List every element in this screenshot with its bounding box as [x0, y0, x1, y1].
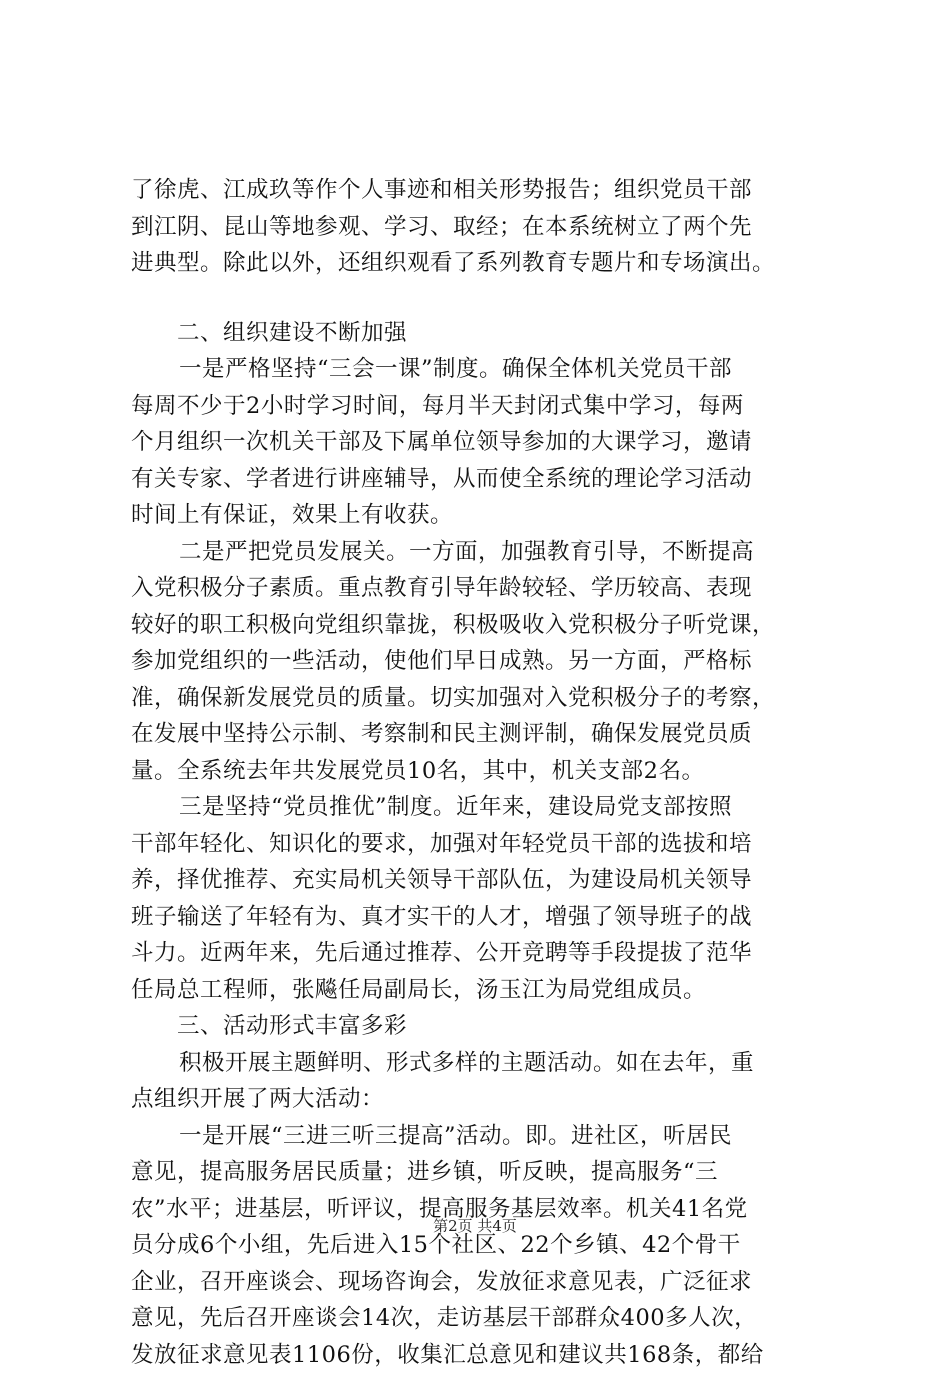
paragraph-start: 积极开展主题鲜明、形式多样的主题活动。如在去年，重	[131, 1045, 831, 1082]
text-line: 有关专家、学者进行讲座辅导，从而使全系统的理论学习活动	[131, 461, 831, 498]
paragraph-start: 一是开展“三进三听三提高”活动。即。进社区，听居民	[131, 1118, 831, 1155]
paragraph-start: 一是严格坚持“三会一课”制度。确保全体机关党员干部	[131, 351, 831, 388]
text-line: 点组织开展了两大活动：	[131, 1081, 831, 1118]
text-line: 干部年轻化、知识化的要求，加强对年轻党员干部的选拔和培	[131, 826, 831, 863]
text-line: 企业，召开座谈会、现场咨询会，发放征求意见表，广泛征求	[131, 1264, 831, 1301]
text-line: 斗力。近两年来，先后通过推荐、公开竞聘等手段提拔了范华	[131, 935, 831, 972]
text-line: 每周不少于2小时学习时间，每月半天封闭式集中学习，每两	[131, 388, 831, 425]
text-line: 养，择优推荐、充实局机关领导干部队伍，为建设局机关领导	[131, 862, 831, 899]
text-line: 在发展中坚持公示制、考察制和民主测评制，确保发展党员质	[131, 716, 831, 753]
text-line: 进典型。除此以外，还组织观看了系列教育专题片和专场演出。	[131, 245, 831, 282]
text-line: 了徐虎、江成玖等作个人事迹和相关形势报告；组织党员干部	[131, 172, 831, 209]
text-line: 入党积极分子素质。重点教育引导年龄较轻、学历较高、表现	[131, 570, 831, 607]
text-line: 准，确保新发展党员的质量。切实加强对入党积极分子的考察，	[131, 680, 831, 717]
paragraph-start: 二是严把党员发展关。一方面，加强教育引导，不断提高	[131, 534, 831, 571]
text-line: 量。全系统去年共发展党员10名，其中，机关支部2名。	[131, 753, 831, 790]
paragraph-start: 三是坚持“党员推优”制度。近年来，建设局党支部按照	[131, 789, 831, 826]
text-line: 时间上有保证，效果上有收获。	[131, 497, 831, 534]
text-line: 较好的职工积极向党组织靠拢，积极吸收入党积极分子听党课，	[131, 607, 831, 644]
text-line: 任局总工程师，张飚任局副局长，汤玉江为局党组成员。	[131, 972, 831, 1009]
text-line: 个月组织一次机关干部及下属单位领导参加的大课学习，邀请	[131, 424, 831, 461]
text-line: 意见，提高服务居民质量；进乡镇，听反映，提高服务“三	[131, 1154, 831, 1191]
text-line: 农”水平；进基层，听评议，提高服务基层效率。机关41名党	[131, 1191, 831, 1228]
body-text	[131, 172, 831, 1373]
text-line: 班子输送了年轻有为、真才实干的人才，增强了领导班子的战	[131, 899, 831, 936]
section-heading: 三、活动形式丰富多彩	[131, 1008, 831, 1045]
text-line: 参加党组织的一些活动，使他们早日成熟。另一方面，严格标	[131, 643, 831, 680]
text-line: 员分成6个小组，先后进入15个社区、22个乡镇、42个骨干	[131, 1227, 831, 1264]
text-line: 发放征求意见表1106份，收集汇总意见和建议共168条，都给	[131, 1337, 831, 1373]
text-line: 意见，先后召开座谈会14次，走访基层干部群众400多人次，	[131, 1300, 831, 1337]
paragraph-gap	[131, 282, 831, 315]
text-line: 到江阴、昆山等地参观、学习、取经；在本系统树立了两个先	[131, 209, 831, 246]
page-footer: 第2页 共4页	[0, 1216, 950, 1236]
section-heading: 二、组织建设不断加强	[131, 315, 831, 352]
